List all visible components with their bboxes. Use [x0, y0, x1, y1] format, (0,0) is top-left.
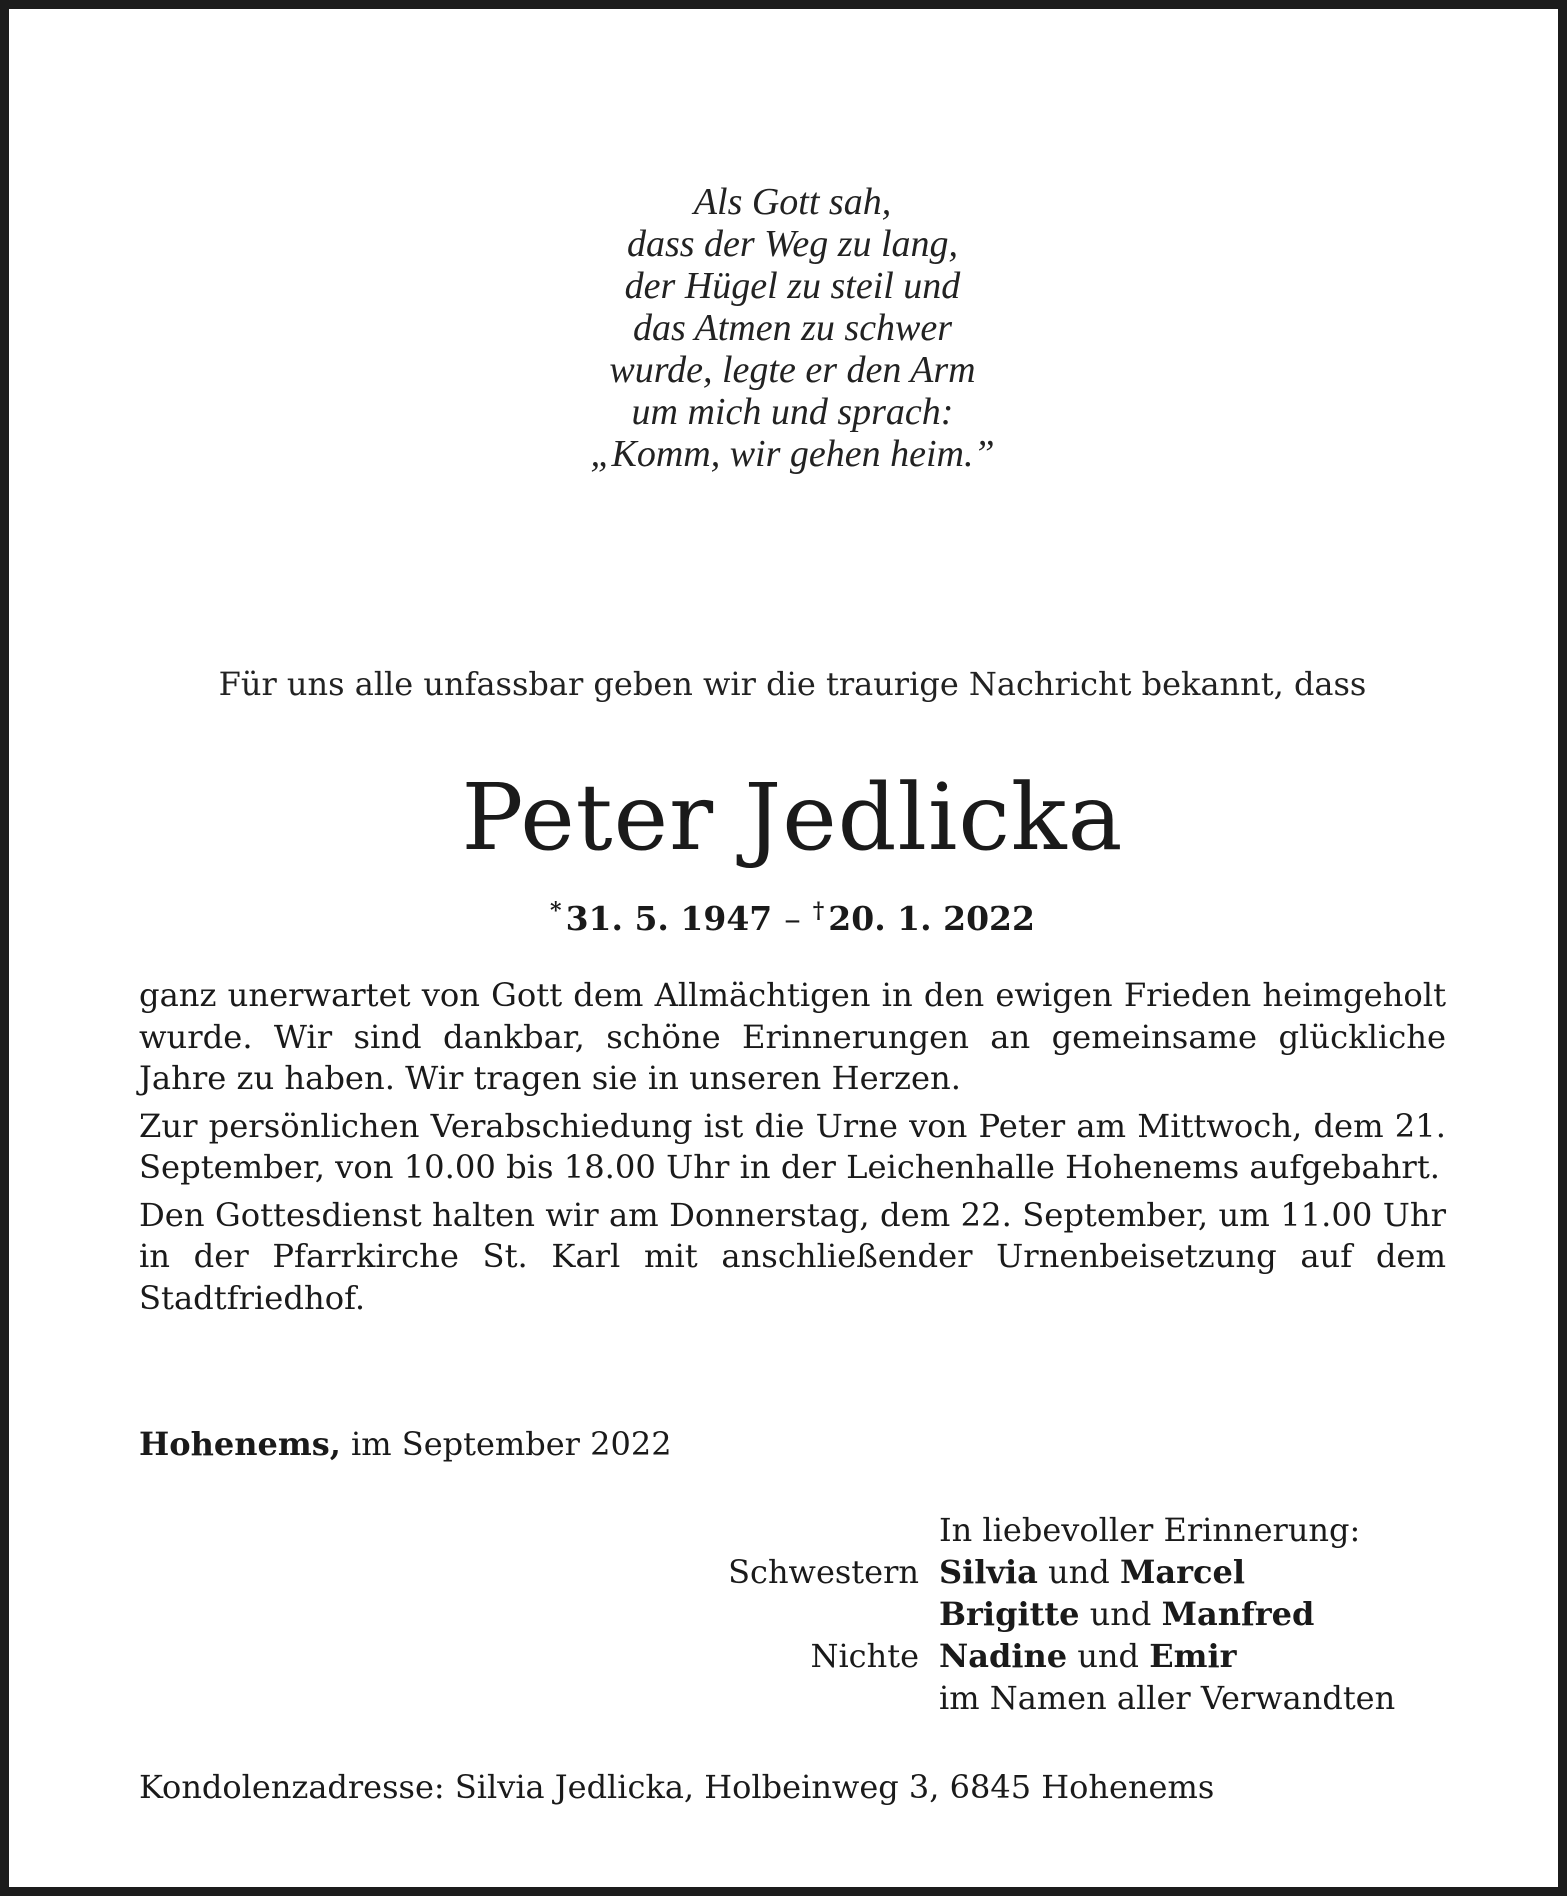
signature-name: Silvia [939, 1553, 1038, 1591]
signature-name: Brigitte [939, 1595, 1080, 1633]
signature-row [609, 1593, 1439, 1635]
announcement-intro: Für uns alle unfassbar geben wir die traurige Nachricht bekannt, dass [218, 665, 1367, 703]
poem [9, 181, 1567, 475]
poem-line: dass der Weg zu lang, [626, 223, 959, 265]
death-date: 20. 1. 2022 [828, 899, 1035, 938]
signature-role [609, 1593, 939, 1635]
place-date-text: im September 2022 [340, 1425, 672, 1463]
signature-row [609, 1635, 1439, 1677]
signature-name: Marcel [1119, 1553, 1245, 1591]
signature-name: Nadine [939, 1637, 1068, 1675]
signature-footer-row [609, 1677, 1439, 1719]
poem-line: um mich und sprach: [631, 391, 954, 433]
obituary-body [139, 975, 1446, 1325]
signature-footer: im Namen aller Verwandten [939, 1679, 1396, 1717]
body-paragraph: Zur persönlichen Verabschiedung ist die Urne von Peter am Mittwoch, dem 21. September, von 10.00 bis 18.00 Uhr in der Leichenhalle Hohenems aufgebahrt. [139, 1106, 1446, 1186]
body-paragraph: Den Gottesdienst halten wir am Donnerstag, dem 22. September, um 11.00 Uhr in der Pfarrkirche St. Karl mit anschließender Urnenbeisetzung auf dem Stadtfriedhof. [139, 1195, 1446, 1317]
signature-connector: und [1067, 1637, 1150, 1675]
signature-role: Nichte [810, 1637, 919, 1675]
poem-line: das Atmen zu schwer [632, 307, 953, 349]
birth-symbol: * [550, 898, 562, 924]
body-paragraph: ganz unerwartet von Gott dem Allmächtigen in den ewigen Frieden heimgeholt wurde. Wir sind dankbar, schöne Erinnerungen an gemeinsame glückliche Jahre zu haben. Wir tragen sie in unseren Herzen. [139, 976, 1446, 1097]
condolence-address: Kondolenzadresse: Silvia Jedlicka, Holbeinweg 3, 6845 Hohenems [139, 1768, 1215, 1806]
poem-line: wurde, legte er den Arm [609, 349, 976, 391]
signature-heading-row [609, 1509, 1439, 1551]
signature-role: Schwestern [728, 1553, 919, 1591]
signature-connector: und [1037, 1553, 1120, 1591]
poem-line: Als Gott sah, [693, 181, 892, 223]
signature-heading: In liebevoller Erinnerung: [939, 1511, 1361, 1549]
life-dates [9, 889, 1567, 941]
place-city: Hohenems, [139, 1425, 341, 1463]
birth-date: 31. 5. 1947 [565, 899, 773, 938]
deceased-name: Peter Jedlicka [461, 764, 1124, 871]
signature-row [609, 1551, 1439, 1593]
signature-block [609, 1509, 1439, 1719]
place-date [139, 1422, 672, 1466]
signature-name: Emir [1149, 1637, 1237, 1675]
poem-line: „Komm, wir gehen heim.” [590, 433, 995, 475]
date-separator: – [784, 899, 801, 938]
signature-name: Manfred [1161, 1595, 1315, 1633]
death-symbol: † [812, 898, 825, 924]
poem-line: der Hügel zu steil und [624, 265, 961, 307]
signature-connector: und [1079, 1595, 1162, 1633]
